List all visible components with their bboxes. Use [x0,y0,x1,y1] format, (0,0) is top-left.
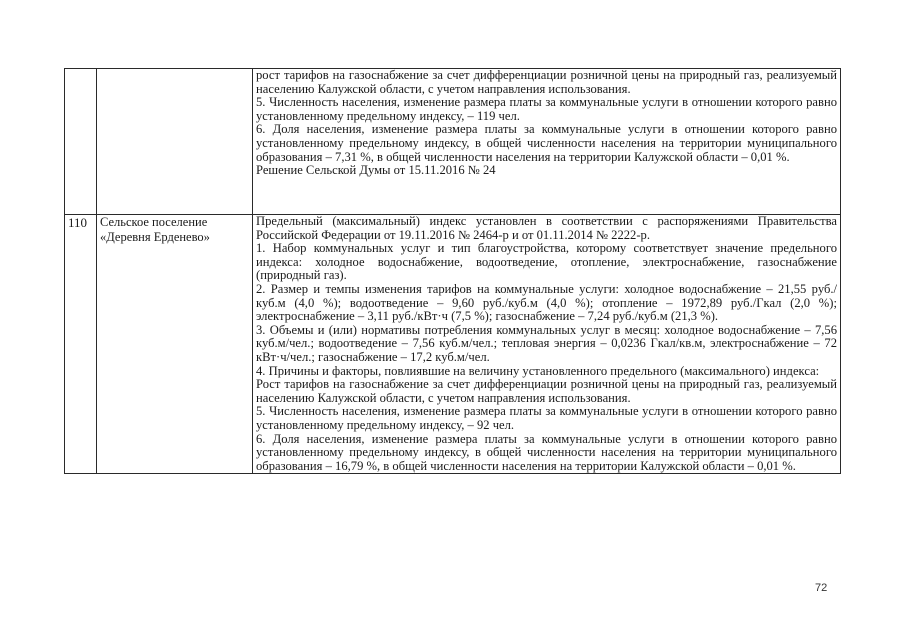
municipality-name [97,69,253,215]
paragraph: 5. Численность населения, изменение размера платы за коммунальные услуги в отношении которого равно установленному предельному индексу, – 92 чел. [256,404,837,432]
paragraph: 6. Доля населения, изменение размера платы за коммунальные услуги в отношении которого равно установленному предельному индексу, в общей численности населения на территории муниципального образования – 16,79 %, в общей численности населения на территории Калужской области – 0,01 %. [256,431,837,473]
paragraph: Рост тарифов на газоснабжение за счет дифференциации розничной цены на природный газ, реализуемый населению Калужской области, с учетом направления использования. [256,377,837,405]
paragraph: 2. Размер и темпы изменения тарифов на коммунальные услуги: холодное водоснабжение – 21,55 руб./куб.м (4,0 %); водоотведение – 9,60 руб./куб.м (4,0 %); отопление – 1972,89 руб./Гкал (2,0 %); электроснабжение – 3,11 руб./кВт·ч (7,5 %); газоснабжение – 7,24 руб./куб.м (21,3 %). [256,281,837,324]
row-number [65,69,97,215]
tariff-table [64,68,841,474]
paragraph: 4. Причины и факторы, повлиявшие на величину установленного предельного (максимального) индекса: [256,363,820,378]
municipality-name: Сельское поселение «Деревня Ерденево» [97,215,253,474]
table-row [65,215,841,474]
paragraph: 6. Доля населения, изменение размера платы за коммунальные услуги в отношении которого равно установленному предельному индексу, в общей численности населения на территории муниципального образования – 7,31 %, в общей численности населения на территории Калужской области – 0,01 %. [256,122,837,164]
paragraph: 3. Объемы и (или) нормативы потребления коммунальных услуг в месяц: холодное водоснабжение – 7,56 куб.м/чел.; водоотведение – 7,56 куб.м/чел.; тепловая энергия – 0,0236 Гкал/кв.м, электроснабжение – 72 кВт·ч/чел.; газоснабжение – 17,2 куб.м/чел. [256,322,837,364]
paragraph: Предельный (максимальный) индекс установлен в соответствии с распоряжениями Правительства Российской Федерации от 19.11.2016 № 2464-р и от 01.11.2014 № 2222-р. [256,214,837,242]
paragraph: Решение Сельской Думы от 15.11.2016 № 24 [256,163,496,178]
paragraph: рост тарифов на газоснабжение за счет дифференциации розничной цены на природный газ, реализуемый населению Калужской области, с учетом направления использования. [256,68,837,96]
paragraph: 1. Набор коммунальных услуг и тип благоустройства, которому соответствует значение предельного индекса: холодное водоснабжение, водоотведение, отопление, электроснабжение, газоснабжение (природный газ). [256,241,837,283]
paragraph: 5. Численность населения, изменение размера платы за коммунальные услуги в отношении которого равно установленному предельному индексу, – 119 чел. [256,95,837,123]
table-row [65,69,841,215]
row-number: 110 [65,215,97,474]
row-description [253,215,841,474]
row-description [253,69,841,215]
page-number: 72 [815,582,828,594]
